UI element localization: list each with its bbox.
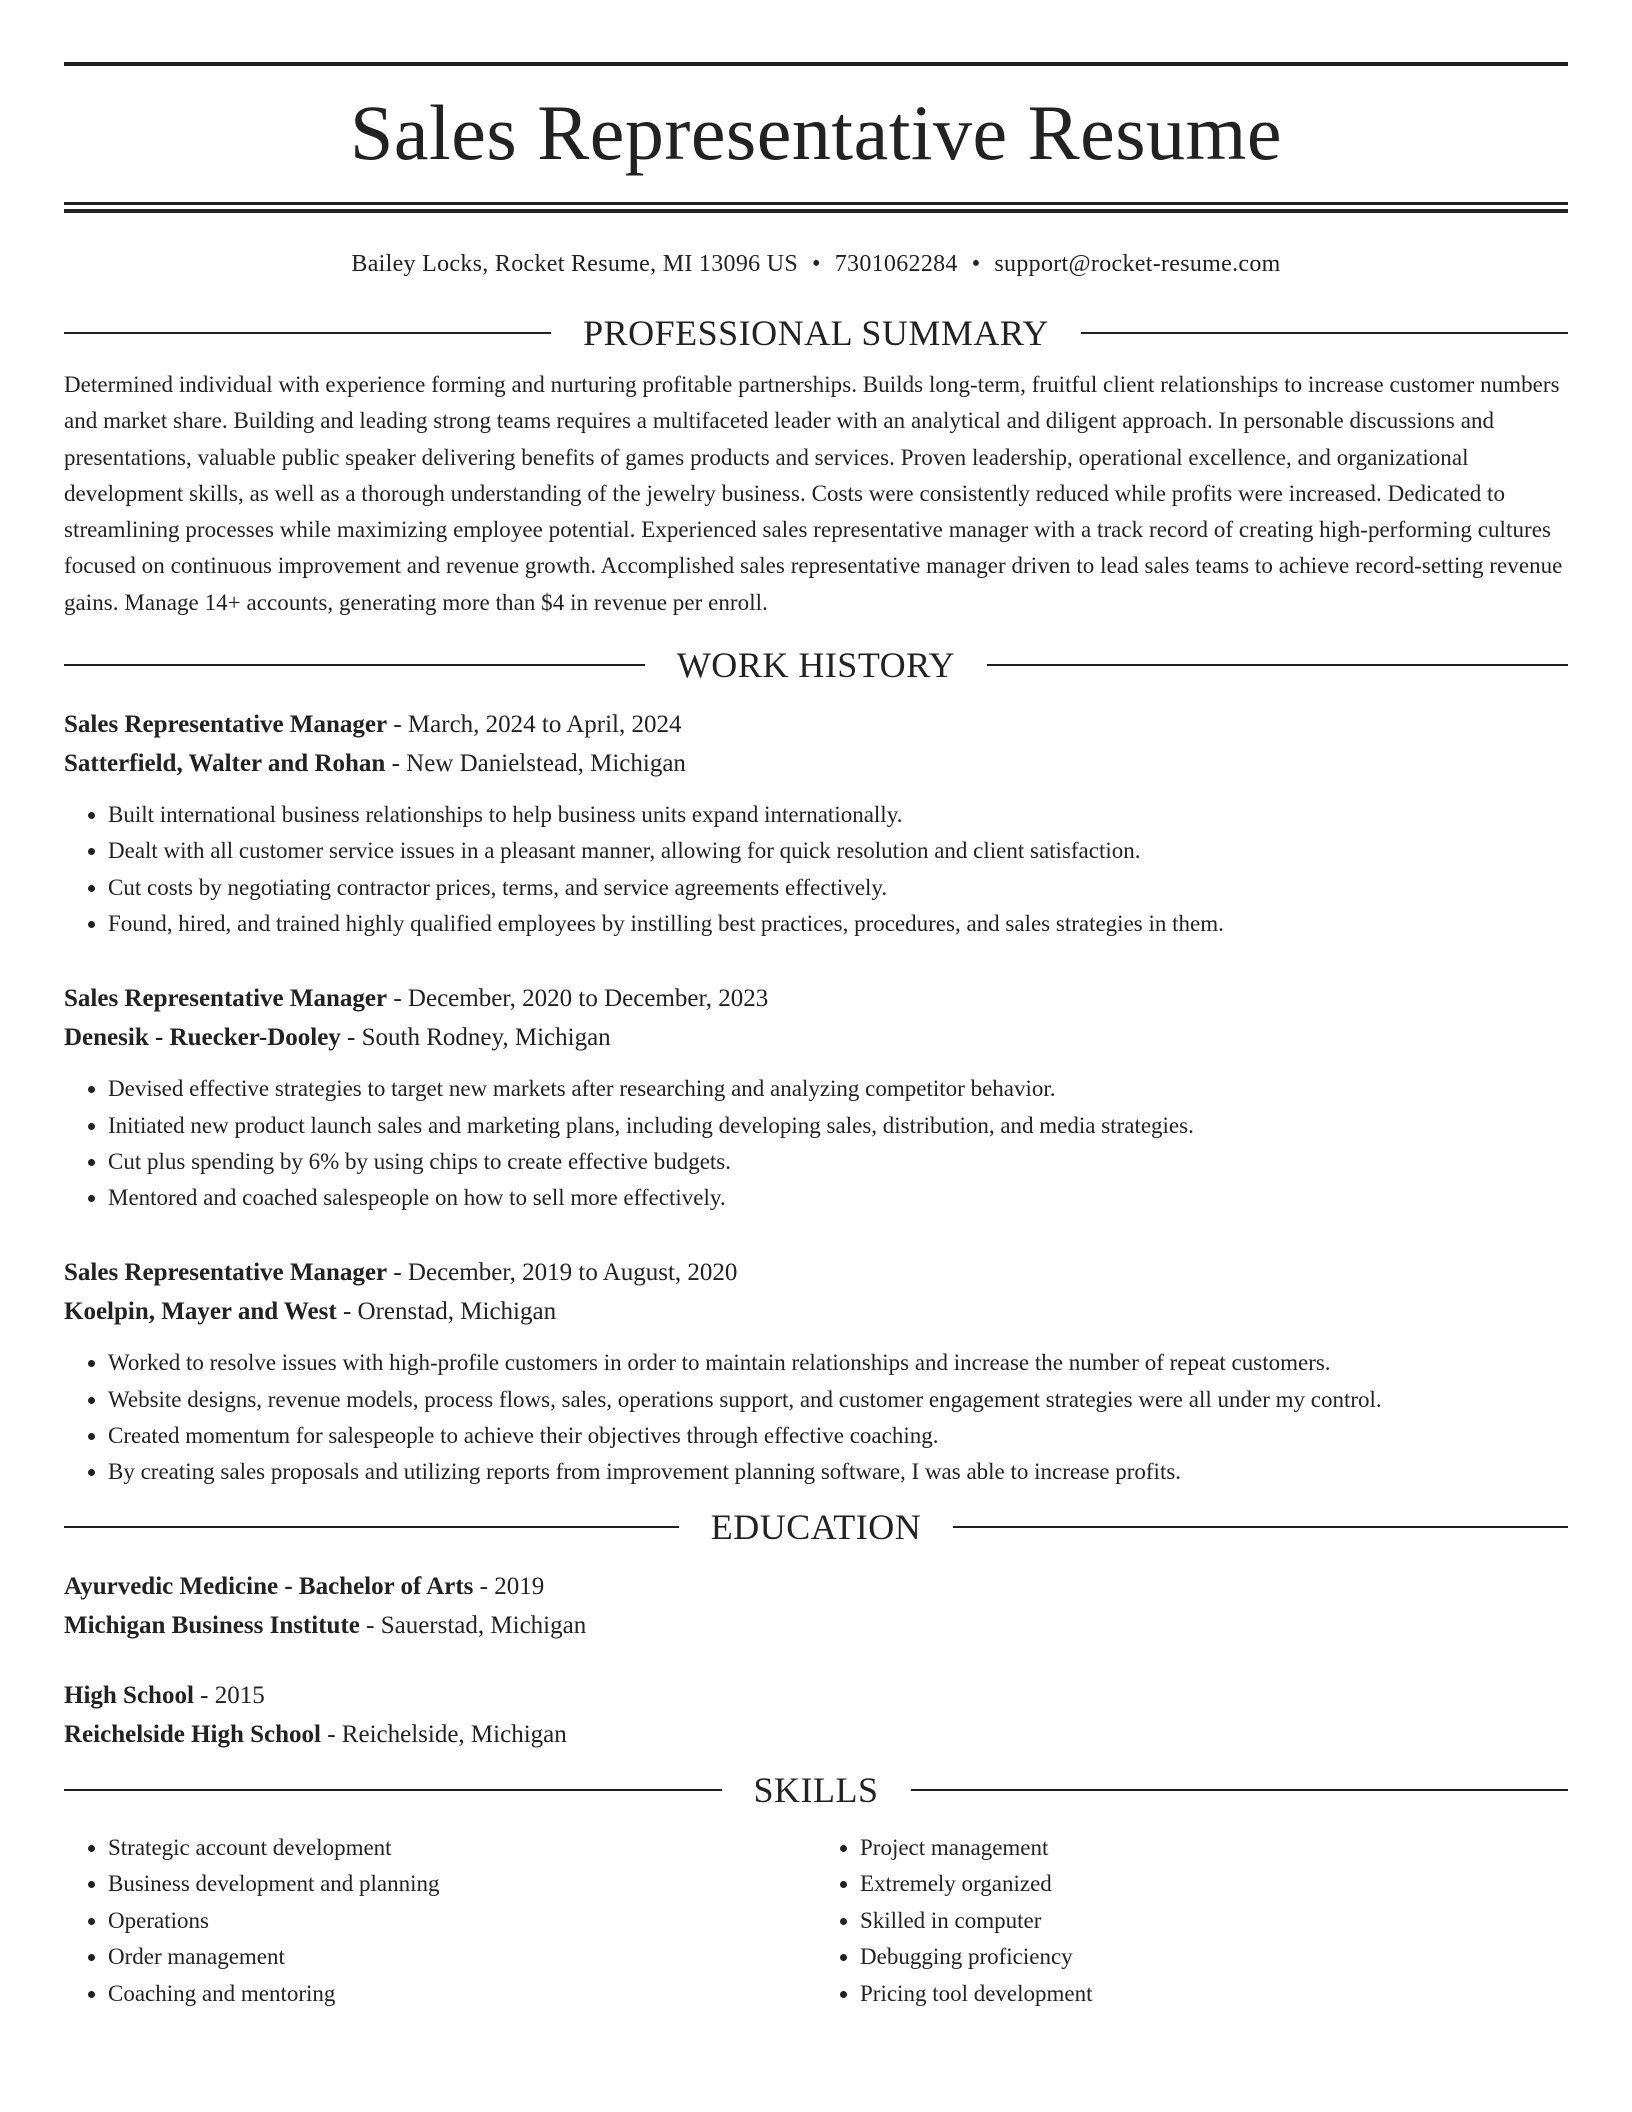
list-item: • Found, hired, and trained highly qualified employees by instilling best practices, procedures, and sales strategies in them. <box>108 906 1568 942</box>
job-dates: - December, 2019 to August, 2020 <box>387 1259 738 1287</box>
section-title: EDUCATION <box>710 1506 922 1547</box>
list-item: • Debugging proficiency <box>860 1939 1568 1976</box>
list-item: • Worked to resolve issues with high-profile customers in order to maintain relationships and increase the number of repeat customers. <box>108 1345 1568 1381</box>
section-title: WORK HISTORY <box>676 645 956 686</box>
section-title: SKILLS <box>753 1769 879 1810</box>
list-item: • Skilled in computer <box>860 1903 1568 1940</box>
list-item: • Cut costs by negotiating contractor prices, terms, and service agreements effectively. <box>108 870 1568 906</box>
heading-rule <box>911 1789 1569 1791</box>
education-entry <box>64 1676 1568 1754</box>
education-year: - 2015 <box>193 1681 265 1709</box>
skills-columns <box>64 1830 1568 2013</box>
job-company: Satterfield, Walter and Rohan <box>64 750 386 778</box>
skills-list-left <box>64 1830 816 2013</box>
job-company-line <box>64 1018 1568 1057</box>
contact-phone: 7301062284 <box>834 251 958 277</box>
job-company-line <box>64 1292 1568 1331</box>
resume-title: Sales Representative Resume <box>350 89 1282 176</box>
job-company: Denesik - Ruecker-Dooley <box>64 1024 341 1052</box>
heading-rule <box>64 664 645 666</box>
title-block <box>64 66 1568 202</box>
education-location: - Reichelside, Michigan <box>320 1720 567 1748</box>
job-title-line <box>64 979 1568 1018</box>
list-item: • Order management <box>108 1939 816 1976</box>
education-degree: High School <box>64 1681 194 1709</box>
list-item: • By creating sales proposals and utilizing reports from improvement planning software, I was able to increase profits. <box>108 1454 1568 1490</box>
heading-rule <box>64 1526 679 1528</box>
section-heading-summary <box>64 311 1568 355</box>
job-entry <box>64 979 1568 1216</box>
job-location: - South Rodney, Michigan <box>340 1024 611 1052</box>
education-degree-line <box>64 1676 1568 1715</box>
heading-rule <box>64 1789 722 1791</box>
job-role: Sales Representative Manager <box>64 1259 388 1287</box>
list-item: • Dealt with all customer service issues in a pleasant manner, allowing for quick resolution and client satisfaction. <box>108 833 1568 869</box>
job-dates: - March, 2024 to April, 2024 <box>387 711 682 739</box>
list-item: • Created momentum for salespeople to achieve their objectives through effective coaching. <box>108 1418 1568 1454</box>
job-company: Koelpin, Mayer and West <box>64 1298 337 1326</box>
list-item: • Devised effective strategies to target new markets after researching and analyzing competitor behavior. <box>108 1071 1568 1107</box>
education-school: Reichelside High School <box>64 1720 321 1748</box>
education-location: - Sauerstad, Michigan <box>359 1611 587 1639</box>
contact-separator: • <box>812 251 821 277</box>
skills-list-right <box>816 1830 1568 2013</box>
job-entry <box>64 1253 1568 1490</box>
education-entry <box>64 1567 1568 1645</box>
job-company-line <box>64 744 1568 783</box>
list-item: • Initiated new product launch sales and marketing plans, including developing sales, distribution, and media strategies. <box>108 1108 1568 1144</box>
heading-rule <box>64 332 551 334</box>
summary-text: Determined individual with experience forming and nurturing profitable partnerships. Builds long-term, fruitful client relationships to increase customer numbers and market share. Building and leading strong teams requires a multifaceted leader with an analytical and diligent approach. In personable discussions and presentations, valuable public speaker delivering benefits of games products and services. Proven leadership, operational excellence, and organizational development skills, as well as a thorough understanding of the jewelry business. Costs were consistently reduced while profits were increased. Dedicated to streamlining processes while maximizing employee potential. Experienced sales representative manager with a track record of creating high-performing cultures focused on continuous improvement and revenue growth. Accomplished sales representative manager driven to lead sales teams to achieve record-setting revenue gains. Manage 14+ accounts, generating more than $4 in revenue per enroll. <box>64 372 1563 615</box>
list-item: • Coaching and mentoring <box>108 1976 816 2013</box>
list-item: • Website designs, revenue models, process flows, sales, operations support, and customer engagement strategies were all under my control. <box>108 1382 1568 1418</box>
list-item: • Built international business relationships to help business units expand internationally. <box>108 797 1568 833</box>
list-item: • Extremely organized <box>860 1866 1568 1903</box>
heading-rule <box>987 664 1568 666</box>
list-item: • Strategic account development <box>108 1830 816 1867</box>
education-school: Michigan Business Institute <box>64 1611 360 1639</box>
job-title-line <box>64 705 1568 744</box>
education-degree-line <box>64 1567 1568 1606</box>
education-school-line <box>64 1606 1568 1645</box>
section-heading-work <box>64 643 1568 687</box>
job-title-line <box>64 1253 1568 1292</box>
education-school-line <box>64 1715 1568 1754</box>
job-bullets <box>64 1345 1568 1490</box>
list-item: • Operations <box>108 1903 816 1940</box>
list-item: • Pricing tool development <box>860 1976 1568 2013</box>
section-title: PROFESSIONAL SUMMARY <box>583 313 1049 353</box>
contact-line <box>64 249 1568 279</box>
job-bullets <box>64 797 1568 942</box>
job-location: - Orenstad, Michigan <box>336 1298 557 1326</box>
list-item: • Business development and planning <box>108 1866 816 1903</box>
section-heading-skills <box>64 1768 1568 1812</box>
contact-separator: • <box>971 251 981 277</box>
education-degree: Ayurvedic Medicine - Bachelor of Arts <box>64 1572 474 1600</box>
contact-email: support@rocket-resume.com <box>994 251 1281 277</box>
job-role: Sales Representative Manager <box>64 985 388 1013</box>
job-entry <box>64 705 1568 942</box>
heading-rule <box>1081 332 1568 334</box>
title-double-rule <box>64 202 1568 213</box>
heading-rule <box>953 1526 1568 1528</box>
list-item: • Cut plus spending by 6% by using chips to create effective budgets. <box>108 1144 1568 1180</box>
job-location: - New Danielstead, Michigan <box>385 750 686 778</box>
job-dates: - December, 2020 to December, 2023 <box>387 985 769 1013</box>
list-item: • Mentored and coached salespeople on how to sell more effectively. <box>108 1180 1568 1216</box>
list-item: • Project management <box>860 1830 1568 1867</box>
job-bullets <box>64 1071 1568 1216</box>
job-role: Sales Representative Manager <box>64 711 388 739</box>
section-heading-education <box>64 1505 1568 1549</box>
contact-address: Bailey Locks, Rocket Resume, MI 13096 US <box>351 251 799 277</box>
education-year: - 2019 <box>473 1572 545 1600</box>
